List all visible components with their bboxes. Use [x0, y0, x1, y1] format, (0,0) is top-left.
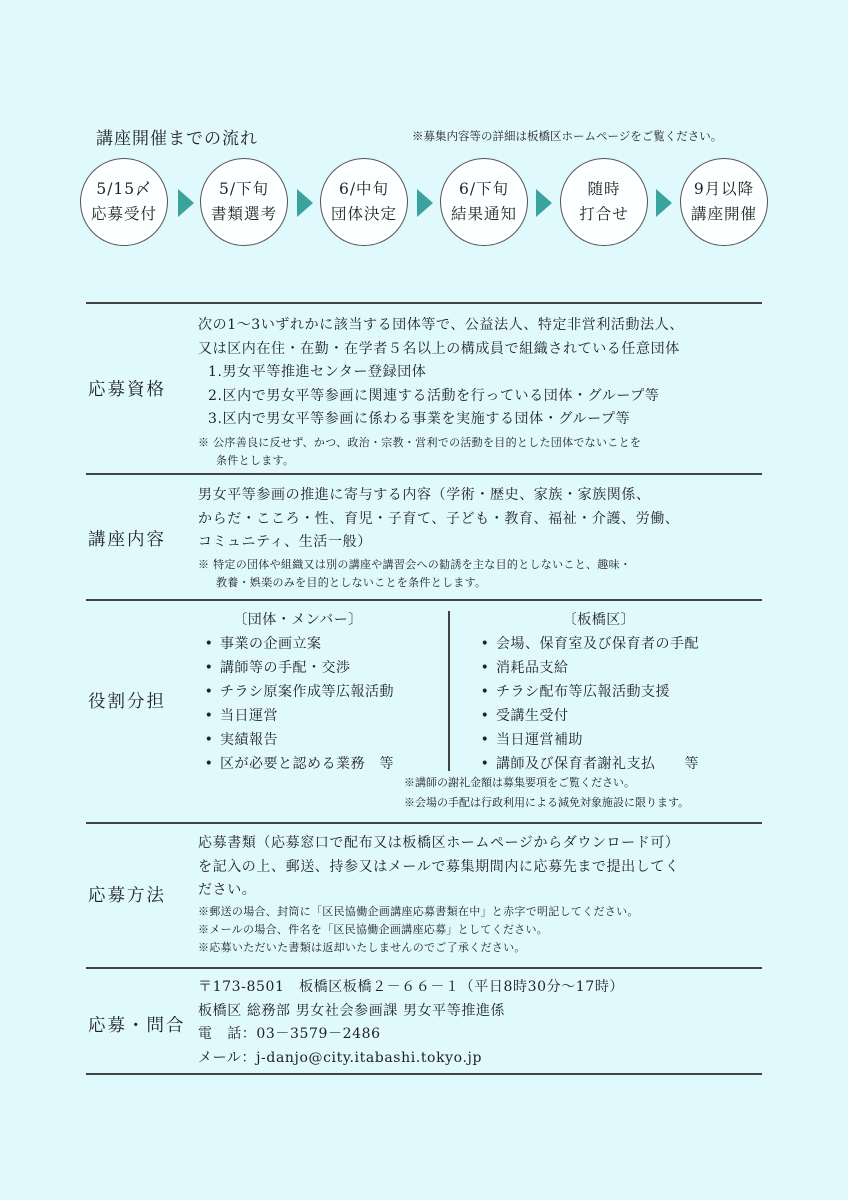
roles-note: ※会場の手配は行政利用による減免対象施設に限ります。 — [404, 796, 690, 809]
roles-ward-item: • チラシ配布等広報活動支援 — [474, 680, 764, 704]
eligibility-label: 応募資格 — [88, 380, 166, 400]
roles-group-item: • 講師等の手配・交渉 — [198, 656, 438, 680]
eligibility-line: 次の1～3いずれかに該当する団体等で、公益法人、特定非営利活動法人、 — [198, 317, 684, 333]
flow-steps — [80, 158, 770, 248]
roles-group-item: • チラシ原案作成等広報活動 — [198, 680, 438, 704]
step-label: 打合せ — [579, 205, 629, 223]
content-body — [198, 484, 768, 592]
content-line: 男女平等参画の推進に寄与する内容（学術・歴史、家族・家族関係、 — [198, 487, 651, 503]
arrow-icon — [178, 189, 194, 217]
roles-ward-item: • 会場、保育室及び保育者の手配 — [474, 632, 764, 656]
step-date: 随時 — [587, 180, 621, 198]
divider — [86, 599, 762, 601]
method-line: を記入の上、郵送、持参又はメールで募集期間内に応募先まで提出してく — [198, 858, 680, 875]
step-label: 結果通知 — [450, 205, 517, 223]
eligibility-item: 2.区内で男女平等参画に関連する活動を行っている団体・グループ等 — [208, 387, 660, 404]
flow-title: 講座開催までの流れ — [96, 129, 258, 149]
roles-label: 役割分担 — [88, 692, 166, 712]
eligibility-note: 条件とします。 — [216, 453, 295, 467]
roles-ward-item: • 受講生受付 — [474, 704, 764, 728]
flow-step — [560, 158, 648, 246]
flow-step — [320, 158, 408, 246]
arrow-icon — [417, 189, 433, 217]
contact-body — [198, 976, 768, 1070]
flow-step — [680, 158, 768, 246]
method-note: ※郵送の場合、封筒に「区民協働企画講座応募書類在中」と赤字で明記してください。 — [198, 904, 639, 918]
method-body — [198, 832, 768, 957]
roles-ward-item: • 当日運営補助 — [474, 728, 764, 752]
content-note: 教養・娯楽のみを目的としないことを条件とします。 — [216, 575, 487, 589]
eligibility-item: 3.区内で男女平等参画に係わる事業を実施する団体・グループ等 — [208, 411, 631, 427]
divider — [86, 822, 762, 824]
eligibility-body — [198, 314, 768, 470]
step-date: 9月以降 — [693, 180, 755, 198]
roles-ward-column — [474, 608, 764, 776]
divider — [86, 967, 762, 969]
roles-group-item: • 区が必要と認める業務 等 — [198, 752, 438, 776]
flow-step — [440, 158, 528, 246]
contact-label: 応募・問合 — [88, 1016, 186, 1036]
flow-note: ※募集内容等の詳細は板橋区ホームページをご覧ください。 — [412, 129, 723, 143]
content-line: からだ・こころ・性、育児・子育て、子ども・教育、福祉・介護、労働、 — [198, 510, 680, 527]
eligibility-item: 1.男女平等推進センター登録団体 — [208, 364, 427, 380]
step-date: 5/15〆 — [96, 180, 152, 198]
divider — [86, 473, 762, 475]
divider — [86, 302, 762, 304]
roles-ward-head: 〔板橋区〕 — [562, 612, 636, 628]
step-label: 団体決定 — [330, 205, 397, 223]
contact-department: 板橋区 総務部 男女社会参画課 男女平等推進係 — [198, 1002, 506, 1019]
roles-group-column — [198, 608, 438, 776]
contact-email[interactable]: メール：j-danjo@city.itabashi.tokyo.jp — [198, 1049, 483, 1066]
method-note: ※応募いただいた書類は返却いたしませんのでご了承ください。 — [198, 940, 526, 954]
roles-group-item: • 実績報告 — [198, 728, 438, 752]
content-label: 講座内容 — [88, 530, 166, 550]
step-label: 応募受付 — [90, 205, 157, 223]
flow-step — [80, 158, 168, 246]
method-label: 応募方法 — [88, 886, 166, 906]
roles-ward-item: • 講師及び保育者謝礼支払 等 — [474, 752, 764, 776]
content-line: コミュニティ、生活一般） — [198, 534, 372, 550]
step-label: 講座開催 — [690, 205, 757, 223]
contact-phone: 電 話：03－3579－2486 — [198, 1026, 381, 1042]
roles-ward-item: • 消耗品支給 — [474, 656, 764, 680]
method-note: ※メールの場合、件名を「区民協働企画講座応募」としてください。 — [198, 922, 549, 936]
roles-group-head: 〔団体・メンバー〕 — [233, 612, 363, 628]
step-date: 5/下旬 — [218, 180, 270, 198]
method-line: ださい。 — [198, 882, 257, 898]
method-line: 応募書類（応募窓口で配布又は板橋区ホームページからダウンロード可） — [198, 835, 680, 851]
divider — [86, 1073, 762, 1075]
eligibility-note: ※ 公序善良に反せず、かつ、政治・宗教・営利での活動を目的とした団体でないことを — [198, 435, 642, 449]
arrow-icon — [656, 189, 672, 217]
content-note: ※ 特定の団体や組織又は別の講座や講習会への勧誘を主な目的としないこと、趣味・ — [198, 557, 632, 571]
roles-group-item: • 事業の企画立案 — [198, 632, 438, 656]
eligibility-line: 又は区内在住・在勤・在学者５名以上の構成員で組織されている任意団体 — [198, 340, 680, 357]
flow-step — [200, 158, 288, 246]
roles-group-item: • 当日運営 — [198, 704, 438, 728]
roles-note: ※講師の謝礼金額は募集要項をご覧ください。 — [404, 776, 635, 789]
roles-divider — [448, 611, 450, 771]
step-date: 6/中旬 — [338, 180, 390, 198]
arrow-icon — [297, 189, 313, 217]
step-date: 6/下旬 — [458, 180, 510, 198]
contact-address: 〒173-8501 板橋区板橋２－６６－１（平日8時30分～17時） — [198, 979, 625, 995]
arrow-icon — [536, 189, 552, 217]
step-label: 書類選考 — [210, 205, 277, 223]
